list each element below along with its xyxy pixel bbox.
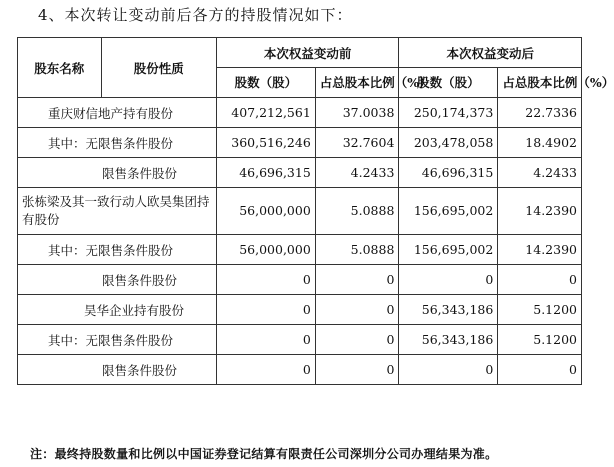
footnote: 注：最终持股数量和比例以中国证券登记结算有限责任公司深圳分公司办理结果为准。 (30, 447, 498, 461)
after-ratio: 14.2390 (498, 235, 582, 265)
after-ratio: 18.4902 (498, 128, 582, 158)
after-shares: 56,343,186 (399, 295, 498, 325)
before-ratio: 32.7604 (315, 128, 399, 158)
table-row (18, 128, 582, 158)
shareholding-table (17, 37, 614, 385)
after-shares: 0 (399, 355, 498, 385)
before-ratio: 4.2433 (315, 158, 399, 188)
before-ratio: 0 (315, 355, 399, 385)
row-label: 限售条件股份 (18, 355, 217, 385)
after-shares: 0 (399, 265, 498, 295)
before-shares: 0 (216, 325, 315, 355)
table-row (18, 265, 582, 295)
before-ratio: 0 (315, 295, 399, 325)
row-label: 张栋梁及其一致行动人欧昊集团持有股份 (18, 188, 217, 235)
before-shares: 360,516,246 (216, 128, 315, 158)
row-label: 其中：无限售条件股份 (18, 325, 217, 355)
after-ratio: 4.2433 (498, 158, 582, 188)
header-share-nature: 股份性质 (101, 38, 216, 98)
table-row (18, 325, 582, 355)
after-ratio: 22.7336 (498, 98, 582, 128)
row-label: 其中：无限售条件股份 (18, 235, 217, 265)
header-holder-name: 股东名称 (18, 38, 102, 98)
header-before-ratio: 占总股本比例（%） (315, 68, 399, 98)
row-label: 重庆财信地产持有股份 (18, 98, 217, 128)
header-after-ratio: 占总股本比例（%） (498, 68, 582, 98)
after-ratio: 5.1200 (498, 295, 582, 325)
row-label: 昊华企业持有股份 (18, 295, 217, 325)
before-ratio: 5.0888 (315, 235, 399, 265)
row-label: 限售条件股份 (18, 265, 217, 295)
header-before-shares: 股数（股） (216, 68, 315, 98)
header-row-groups (18, 38, 582, 68)
before-shares: 407,212,561 (216, 98, 315, 128)
header-after-change: 本次权益变动后 (399, 38, 582, 68)
before-ratio: 0 (315, 265, 399, 295)
table-row (18, 235, 582, 265)
after-shares: 56,343,186 (399, 325, 498, 355)
table-row (18, 295, 582, 325)
after-ratio: 0 (498, 265, 582, 295)
table-row (18, 188, 582, 235)
section-heading: 4、本次转让变动前后各方的持股情况如下： (38, 6, 353, 24)
row-label: 限售条件股份 (18, 158, 217, 188)
table-row (18, 98, 582, 128)
after-shares: 203,478,058 (399, 128, 498, 158)
table-row (18, 355, 582, 385)
after-ratio: 14.2390 (498, 188, 582, 235)
header-before-change: 本次权益变动前 (216, 38, 399, 68)
after-ratio: 5.1200 (498, 325, 582, 355)
before-shares: 46,696,315 (216, 158, 315, 188)
after-shares: 250,174,373 (399, 98, 498, 128)
table-row (18, 158, 582, 188)
after-shares: 46,696,315 (399, 158, 498, 188)
before-ratio: 0 (315, 325, 399, 355)
before-shares: 0 (216, 265, 315, 295)
before-ratio: 5.0888 (315, 188, 399, 235)
before-shares: 0 (216, 355, 315, 385)
before-shares: 56,000,000 (216, 188, 315, 235)
after-shares: 156,695,002 (399, 188, 498, 235)
row-label: 其中：无限售条件股份 (18, 128, 217, 158)
before-ratio: 37.0038 (315, 98, 399, 128)
before-shares: 56,000,000 (216, 235, 315, 265)
before-shares: 0 (216, 295, 315, 325)
header-after-shares: 股数（股） (399, 68, 498, 98)
after-shares: 156,695,002 (399, 235, 498, 265)
after-ratio: 0 (498, 355, 582, 385)
